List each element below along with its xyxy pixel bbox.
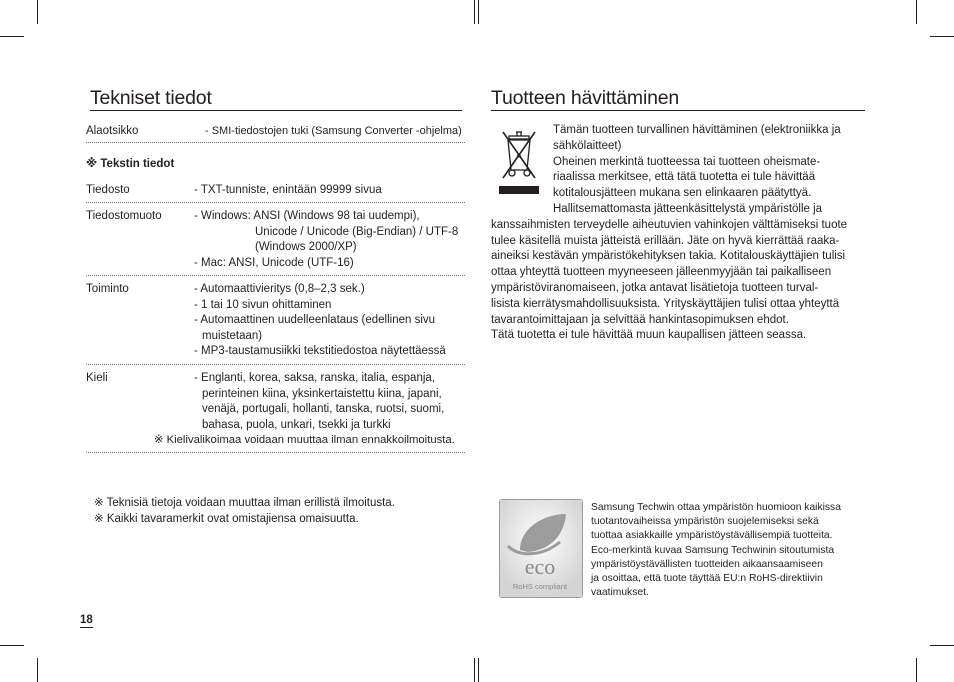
row-divider [86, 275, 465, 276]
spec-line: - Automaattinen uudelleenlataus (edellinen sivu [194, 314, 436, 326]
page-number: 18 [80, 614, 93, 626]
crop-mark [930, 36, 954, 37]
disposal-line: Tämän tuotteen turvallinen hävittäminen (elektroniikka ja [553, 124, 841, 136]
spec-subheading: ※ Tekstin tiedot [86, 158, 175, 170]
disposal-line: lisista kierrätysmahdollisuuksista. Yrityskäyttäjien tulisi ottaa yhteyttä [491, 297, 840, 310]
eco-logo-caption: RoHS compliant [512, 582, 568, 591]
row-divider [86, 142, 465, 143]
eco-line: ja osoittaa, että tuote täyttää EU:n RoHS-direktiivin [591, 573, 823, 585]
eco-logo-word: eco [524, 554, 556, 579]
spec-line: perinteinen kiina, yksinkertaistettu kiina, japani, [202, 387, 442, 400]
footnotes [94, 496, 395, 527]
spec-line: - MP3-taustamusiikki tekstitiedostoa näytettäessä [194, 345, 446, 357]
crop-mark [474, 658, 475, 682]
footnote: ※ Kaikki tavaramerkit ovat omistajiensa omaisuutta. [94, 512, 359, 525]
spec-line: - Mac: ANSI, Unicode (UTF-16) [194, 256, 354, 269]
spec-value [194, 183, 469, 199]
disposal-line: kanssaihmisten terveydelle aiheutuvien vahinkojen välttämiseksi tuote [491, 218, 848, 231]
spec-line: bahasa, puola, unkari, tsekki ja turkki [202, 418, 391, 431]
disposal-line: Hallitsemattomasta jätteenkäsittelystä ympäristölle ja [553, 202, 823, 215]
disposal-line: riaalissa merkitsee, että tätä tuotetta ei tule hävittää [553, 171, 816, 184]
spec-value [194, 209, 469, 271]
eco-logo [499, 499, 583, 598]
spec-label: Kieli [86, 372, 108, 384]
spec-line: - 1 tai 10 sivun ohittaminen [194, 298, 332, 311]
section-title-disposal: Tuotteen hävittäminen [491, 87, 865, 111]
eco-line: ympäristöystävällisten tuotteiden aikaansaamiseen [591, 558, 823, 570]
disposal-line: sähkölaitteet) [553, 139, 622, 152]
spec-value [205, 124, 480, 140]
spec-line: - Automaattivieritys (0,8–2,3 sek.) [194, 283, 365, 295]
disposal-line: tavarantoimittajaan ja selvittää hankintasopimuksen ehdot. [491, 313, 789, 326]
spec-line: muistetaan) [202, 329, 263, 342]
svg-text:♻: ♻ [516, 153, 522, 160]
eco-line: vaatimukset. [591, 587, 649, 599]
disposal-line: ottaa yhteyttä tuotteen myyneeseen jälleenmyyjään tai paikalliseen [491, 266, 832, 279]
crop-mark [916, 0, 917, 24]
crop-mark [0, 36, 24, 37]
row-divider [86, 364, 465, 365]
spec-line: - Englanti, korea, saksa, ranska, italia, espanja, [194, 372, 435, 384]
footnote: ※ Teknisiä tietoja voidaan muuttaa ilman erillistä ilmoitusta. [94, 497, 395, 509]
spec-note: ※ Kielivalikoimaa voidaan muuttaa ilman ennakkoilmoitusta. [154, 434, 455, 446]
crop-mark [37, 658, 38, 682]
spec-line: - TXT-tunniste, enintään 99999 sivua [194, 184, 382, 196]
spec-line: (Windows 2000/XP) [255, 241, 357, 253]
crop-mark [930, 645, 954, 646]
crop-mark [478, 658, 479, 682]
spec-label: Toiminto [86, 283, 129, 295]
eco-line: tuottaa asiakkaille ympäristöystävällisempiä tuotteita. [591, 530, 833, 542]
spec-value [194, 282, 469, 360]
spec-label: Tiedosto [86, 184, 130, 196]
disposal-line: ympäristöviranomaiseen, jotka antavat lisätietoja tuotteen turval- [491, 281, 819, 294]
disposal-text [491, 123, 866, 344]
spec-line: venäjä, portugali, hollanti, tanska, ruotsi, suomi, [202, 403, 445, 415]
eco-description [591, 501, 841, 600]
eco-line: tuotantovaiheissa ympäristön suojelemiseksi sekä [591, 516, 819, 528]
crop-mark [474, 0, 475, 24]
spec-line: - Windows: ANSI (Windows 98 tai uudempi), [194, 210, 420, 222]
row-divider [86, 202, 465, 203]
spec-label: Tiedostomuoto [86, 210, 162, 222]
crop-mark [37, 0, 38, 24]
eco-leaf-logo-icon [500, 500, 582, 597]
crop-mark [478, 0, 479, 24]
disposal-line: Oheinen merkintä tuotteessa tai tuotteen oheismate- [553, 155, 821, 168]
spec-label: Alaotsikko [86, 125, 139, 137]
disposal-line: aineiksi kestävän ympäristökehityksen takia. Kotitalouskäyttäjien tulisi [491, 250, 846, 263]
disposal-line: Tätä tuotetta ei tule hävittää muun kaupallisen jätteen seassa. [491, 329, 807, 342]
row-divider [86, 452, 465, 453]
crop-mark [916, 658, 917, 682]
eco-line: Samsung Techwin ottaa ympäristön huomioon kaikissa [591, 502, 841, 513]
crop-mark [0, 645, 24, 646]
spec-line: - SMI-tiedostojen tuki (Samsung Converter -ohjelma) [205, 125, 462, 137]
section-title-specs: Tekniset tiedot [90, 87, 462, 111]
spec-value [194, 371, 469, 433]
spec-line: Unicode / Unicode (Big-Endian) / UTF-8 [255, 225, 459, 238]
eco-line: Eco-merkintä kuvaa Samsung Techwinin sitoutumista [591, 544, 835, 556]
disposal-line: kotitalousjätteen mukana sen elinkaaren päätyttyä. [553, 187, 812, 200]
disposal-line: tulee käsitellä muista jätteistä erillään. Jäte on hyvä kierrättää raaka- [491, 234, 840, 247]
